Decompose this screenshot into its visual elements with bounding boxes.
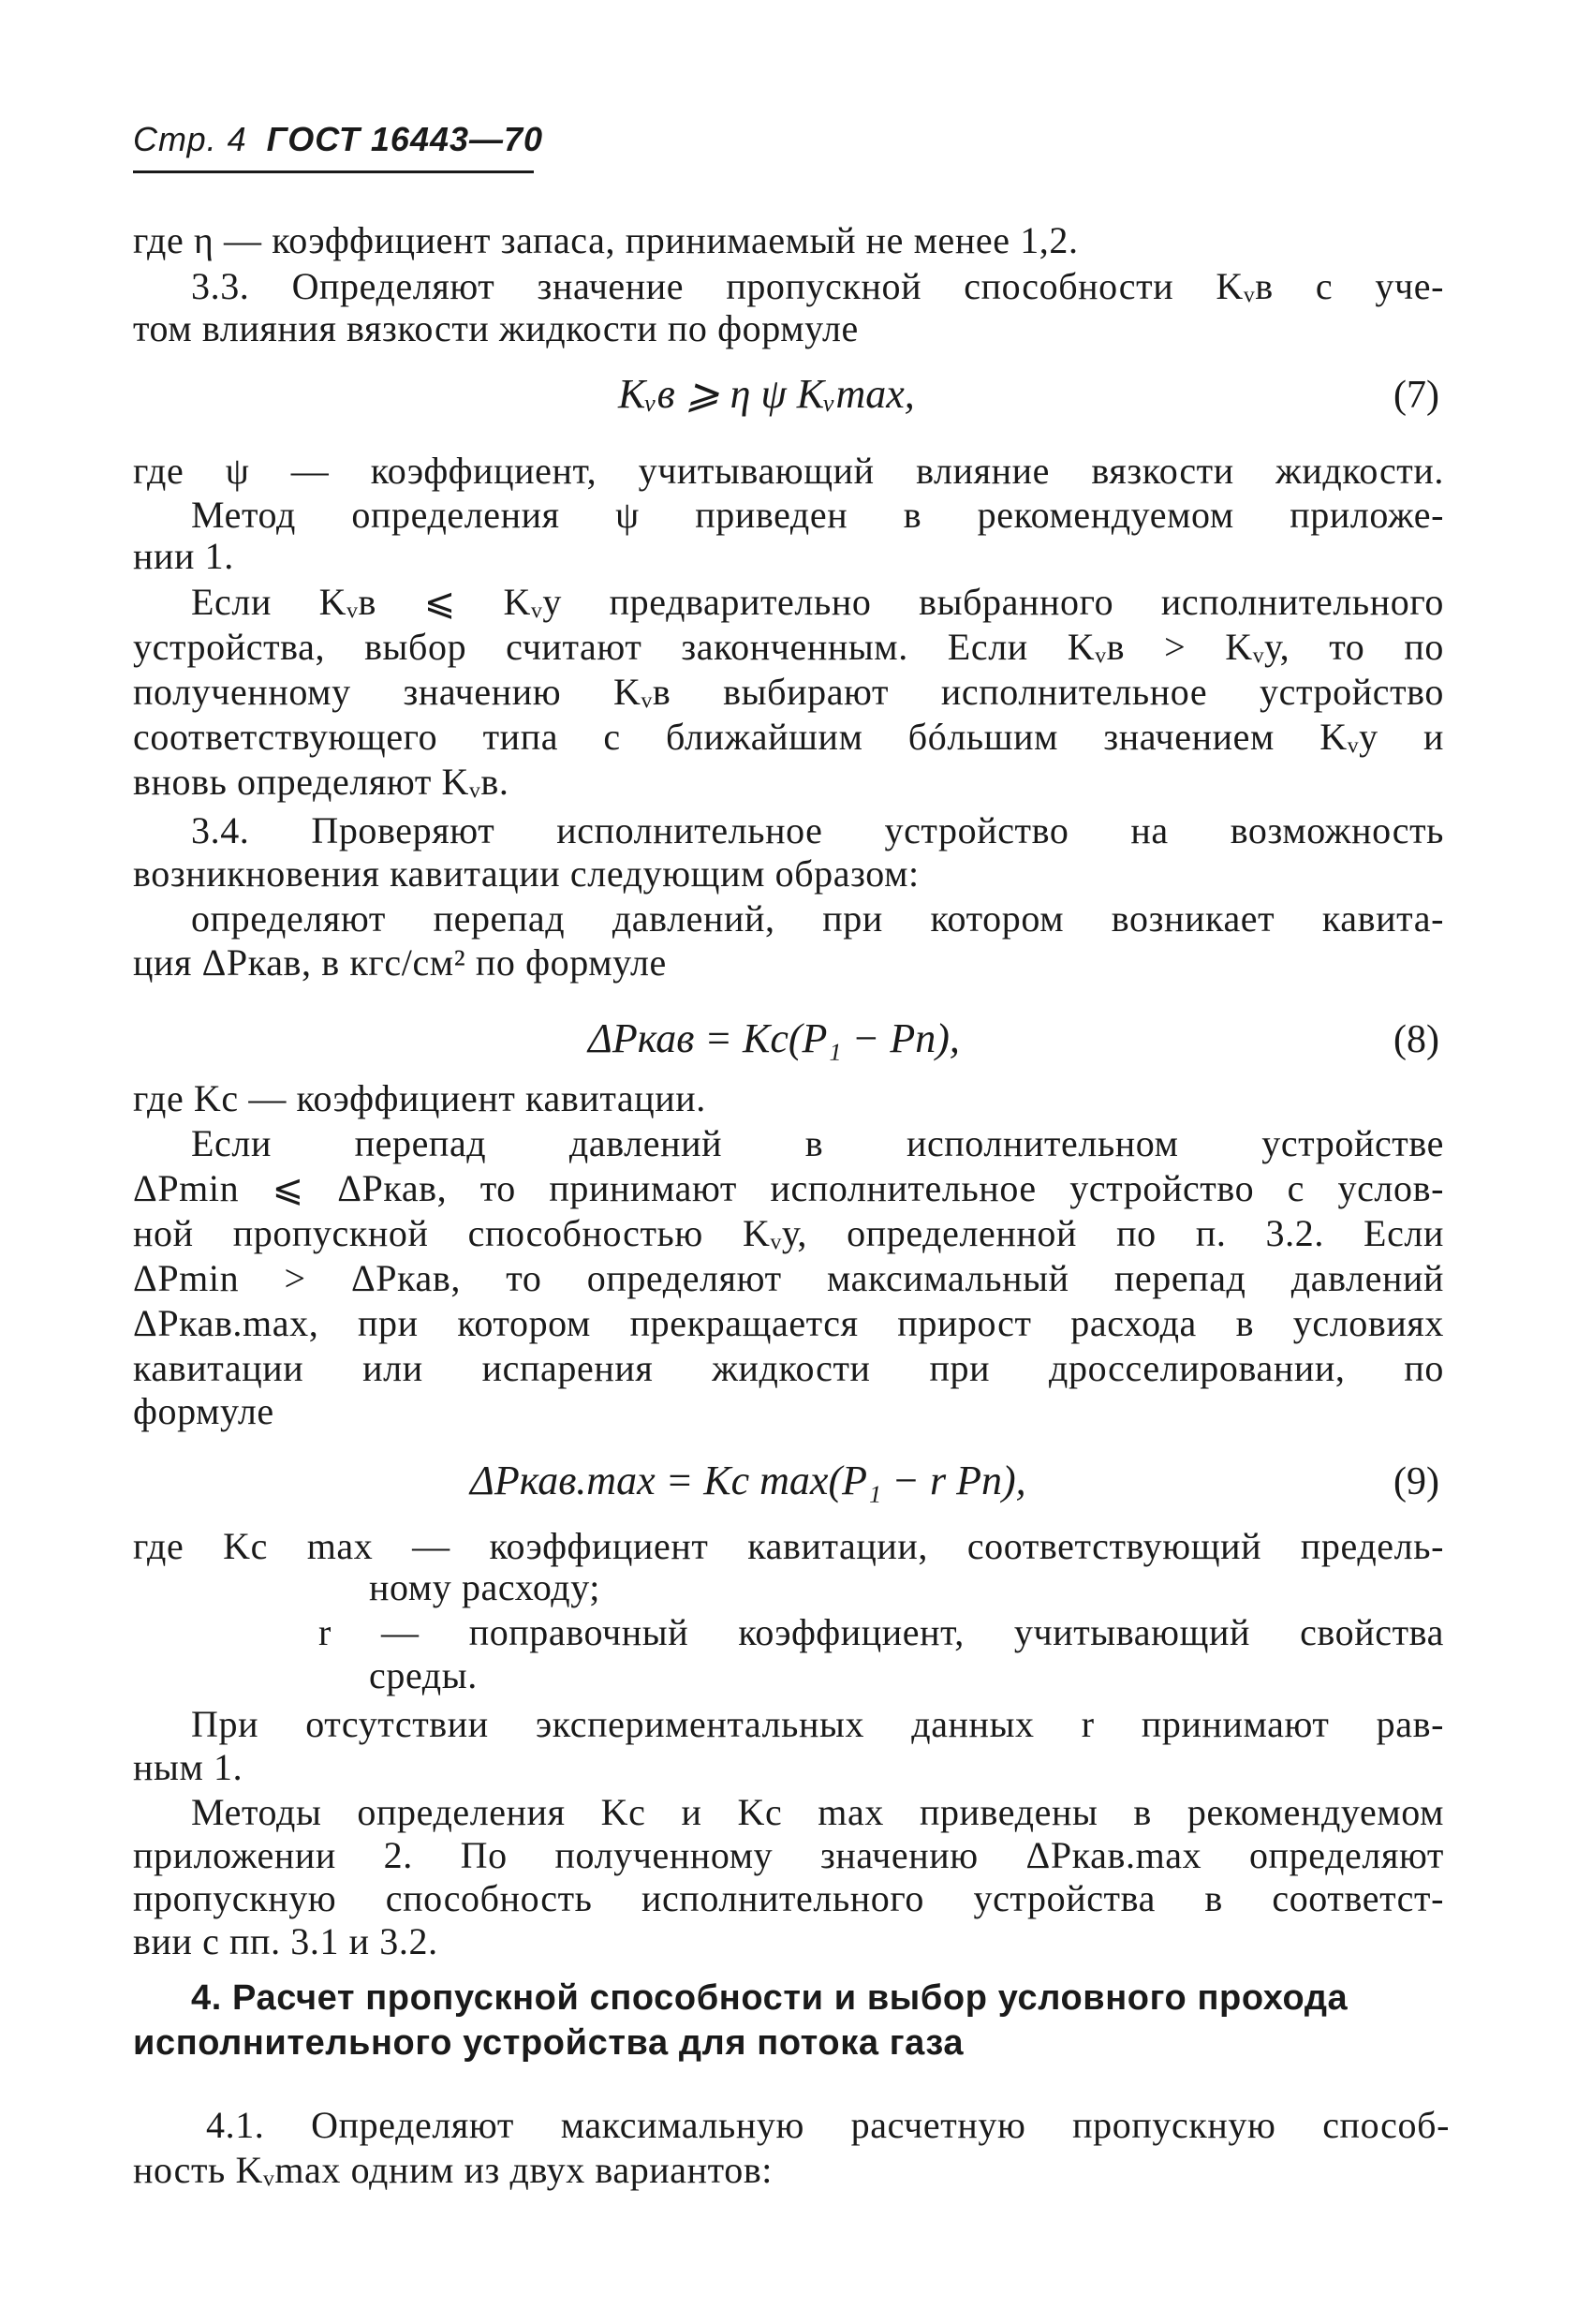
text-line-31: пропускную способность исполнительного устройства в соответст- xyxy=(133,1877,1444,1919)
standard-number: ГОСТ 16443—70 xyxy=(266,120,544,158)
text-line-16: Если перепад давлений в исполнительном устройстве xyxy=(191,1122,1444,1164)
equation-9: ΔPкав.max = Kc max(P₁ − r Pп), xyxy=(470,1458,1026,1503)
header-rule xyxy=(133,170,534,173)
text-line-28: ным 1. xyxy=(133,1746,243,1788)
text-line-11: 3.4. Проверяют исполнительное устройство на возможность xyxy=(191,809,1444,851)
text-line-26: среды. xyxy=(369,1654,478,1696)
text-line-29: Методы определения Kc и Kc max приведены в рекомендуемом xyxy=(191,1791,1444,1833)
equation-9-number: (9) xyxy=(1393,1460,1439,1503)
text-line-30: приложении 2. По полученному значению ΔPкав.max определяют xyxy=(133,1834,1444,1876)
text-line-10: вновь определяют Kᵥв. xyxy=(133,761,509,803)
equation-7: Kᵥв ⩾ η ψ Kᵥmax, xyxy=(618,371,915,417)
text-line-7: устройства, выбор считают законченным. Если Kᵥв > Kᵥу, то по xyxy=(133,626,1444,668)
text-line-23: где Kc max — коэффициент кавитации, соответствующий предель- xyxy=(133,1525,1444,1567)
text-line-1: 3.3. Определяют значение пропускной способности Kᵥв с уче- xyxy=(191,265,1444,307)
text-line-15: где Kc — коэффициент кавитации. xyxy=(133,1077,706,1119)
page-number: Стр. 4 xyxy=(133,120,247,158)
text-line-13: определяют перепад давлений, при котором возникает кавита- xyxy=(191,897,1444,940)
text-line-3: где ψ — коэффициент, учитывающий влияние вязкости жидкости. xyxy=(133,450,1444,492)
text-line-32: вии с пп. 3.1 и 3.2. xyxy=(133,1920,438,1962)
section-heading-line-1: 4. Расчет пропускной способности и выбор условного прохода xyxy=(191,1978,1349,2018)
text-line-12: возникновения кавитации следующим образом: xyxy=(133,852,920,895)
text-line-19: ΔPmin > ΔPкав, то определяют максимальный перепад давлений xyxy=(133,1257,1444,1299)
text-line-8: полученному значению Kᵥв выбирают исполнительное устройство xyxy=(133,671,1444,713)
text-line-0: где η — коэффициент запаса, принимаемый не менее 1,2. xyxy=(133,219,1079,261)
text-line-4: Метод определения ψ приведен в рекомендуемом приложе- xyxy=(191,494,1444,536)
equation-8: ΔPкав = Kc(P₁ − Pп), xyxy=(588,1015,960,1061)
text-line-6: Если Kᵥв ⩽ Kᵥу предварительно выбранного исполнительного xyxy=(191,581,1444,623)
page-header xyxy=(133,120,543,159)
equation-8-number: (8) xyxy=(1393,1018,1439,1061)
text-line-5: нии 1. xyxy=(133,535,234,577)
text-line-20: ΔPкав.max, при котором прекращается прирост расхода в условиях xyxy=(133,1302,1444,1344)
text-line-25: r — поправочный коэффициент, учитывающий свойства xyxy=(318,1611,1444,1653)
text-line-21: кавитации или испарения жидкости при дросселировании, по xyxy=(133,1347,1444,1389)
text-line-14: ция ΔPкав, в кгс/см² по формуле xyxy=(133,941,667,984)
text-line-2: том влияния вязкости жидкости по формуле xyxy=(133,307,859,349)
equation-7-number: (7) xyxy=(1393,374,1439,417)
section-heading-line-2: исполнительного устройства для потока газа xyxy=(133,2023,965,2063)
text-line-9: соответствующего типа с ближайшим бóльшим значением Kᵥу и xyxy=(133,716,1444,758)
text-line-24: ному расходу; xyxy=(369,1566,600,1608)
tail-line-1: ность Kᵥmax одним из двух вариантов: xyxy=(133,2149,774,2191)
text-line-18: ной пропускной способностью Kᵥу, определенной по п. 3.2. Если xyxy=(133,1212,1444,1254)
text-line-17: ΔPmin ⩽ ΔPкав, то принимают исполнительное устройство с услов- xyxy=(133,1167,1444,1209)
tail-line-0: 4.1. Определяют максимальную расчетную пропускную способ- xyxy=(206,2104,1450,2146)
text-line-27: При отсутствии экспериментальных данных r принимают рав- xyxy=(191,1703,1444,1745)
text-line-22: формуле xyxy=(133,1390,274,1432)
